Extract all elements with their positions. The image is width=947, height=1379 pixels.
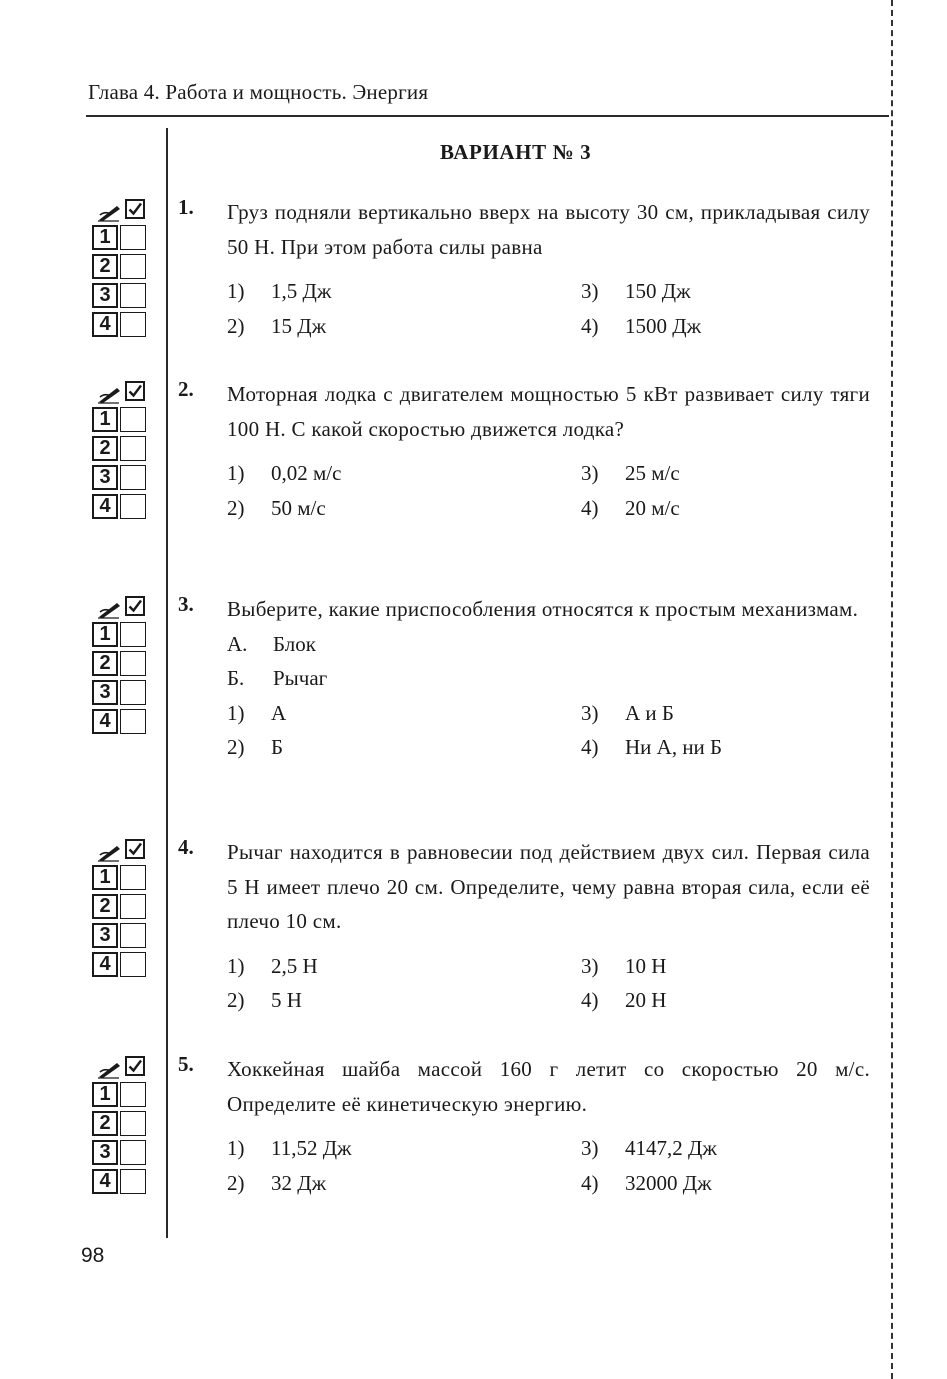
pencil-icon: [97, 842, 121, 862]
answer-box[interactable]: [120, 254, 146, 279]
option-label: 1): [227, 953, 245, 978]
question-1: [178, 195, 870, 343]
answer-options: [227, 696, 870, 765]
answer-box[interactable]: [120, 680, 146, 705]
option-text: 20 м/с: [625, 495, 680, 520]
answer-row: [92, 494, 154, 523]
answer-number: 4: [92, 952, 118, 977]
answer-box[interactable]: [120, 1082, 146, 1107]
answer-option: [227, 983, 581, 1018]
option-label: 4): [581, 735, 599, 759]
answer-option: [227, 696, 581, 731]
option-label: 1): [227, 279, 245, 303]
option-label: 3): [581, 953, 599, 978]
pencil-icon: [97, 1059, 121, 1079]
option-label: 4): [581, 495, 599, 520]
question-text: Груз подняли вертикально вверх на высоту 30 см, прикладывая силу 50 Н. При этом работа силы равна: [227, 200, 870, 259]
pencil-icon: [97, 202, 121, 222]
answer-row: [92, 894, 154, 923]
statement-item: [227, 661, 870, 696]
answer-number: 4: [92, 1169, 118, 1194]
answer-row: [92, 254, 154, 283]
answer-row: [92, 1082, 154, 1111]
answer-box[interactable]: [120, 1140, 146, 1165]
answer-option: [581, 274, 870, 309]
question-5: [178, 1052, 870, 1200]
answer-option: [227, 949, 581, 984]
answer-block: [92, 594, 154, 738]
option-label: 3): [581, 700, 599, 725]
answer-row: [92, 436, 154, 465]
question-items: [227, 627, 870, 696]
answer-row: [92, 923, 154, 952]
question-text: Моторная лодка с двигателем мощностью 5 кВт развивает силу тяги 100 Н. С какой скоростью движется лодка?: [227, 382, 870, 441]
option-label: 3): [581, 1136, 599, 1160]
answer-box[interactable]: [120, 1111, 146, 1136]
answer-number: 2: [92, 436, 118, 461]
answer-block-header: [92, 379, 154, 407]
answer-row: [92, 465, 154, 494]
pencil-icon: [97, 384, 121, 404]
answer-row: [92, 680, 154, 709]
header-rule: [86, 115, 889, 117]
option-label: 2): [227, 988, 245, 1012]
question-3: [178, 592, 870, 765]
option-text: 25 м/с: [625, 461, 680, 485]
answer-option: [227, 730, 581, 765]
option-label: 4): [581, 1170, 599, 1195]
answer-number: 1: [92, 407, 118, 432]
answer-number: 4: [92, 494, 118, 519]
option-text: 0,02 м/с: [271, 461, 342, 485]
answer-row: [92, 225, 154, 254]
option-text: 11,52 Дж: [271, 1136, 352, 1160]
checkbox-checked-icon: [125, 199, 145, 219]
answer-options: [227, 949, 870, 1018]
answer-number: 3: [92, 1140, 118, 1165]
answer-number: 1: [92, 1082, 118, 1107]
option-text: 4147,2 Дж: [625, 1136, 717, 1160]
option-label: 2): [227, 313, 245, 338]
answer-box[interactable]: [120, 1169, 146, 1194]
option-text: 32 Дж: [271, 1170, 327, 1195]
answer-option: [581, 456, 870, 491]
answer-options: [227, 274, 870, 343]
answer-number: 2: [92, 1111, 118, 1136]
answer-row: [92, 407, 154, 436]
answer-option: [227, 456, 581, 491]
answer-row: [92, 283, 154, 312]
answer-block-header: [92, 197, 154, 225]
cut-line: [891, 0, 893, 1379]
answer-option: [581, 949, 870, 984]
option-label: 4): [581, 313, 599, 338]
answer-number: 3: [92, 283, 118, 308]
option-text: 1,5 Дж: [271, 279, 332, 303]
margin-rule: [166, 128, 168, 1238]
answer-box[interactable]: [120, 283, 146, 308]
answer-number: 1: [92, 622, 118, 647]
answer-row: [92, 312, 154, 341]
checkbox-checked-icon: [125, 596, 145, 616]
answer-options: [227, 1131, 870, 1200]
question-4: [178, 835, 870, 1018]
answer-box[interactable]: [120, 312, 146, 337]
option-text: 20 Н: [625, 988, 667, 1012]
answer-option: [581, 983, 870, 1018]
answer-block: [92, 197, 154, 341]
statement-text: Рычаг: [273, 666, 328, 690]
answer-option: [227, 1131, 581, 1166]
checkbox-checked-icon: [125, 381, 145, 401]
option-text: Б: [271, 735, 284, 759]
answer-number: 4: [92, 312, 118, 337]
answer-option: [581, 1131, 870, 1166]
answer-option: [581, 491, 870, 526]
answer-block: [92, 1054, 154, 1198]
statement-label: А.: [227, 631, 248, 656]
option-label: 3): [581, 279, 599, 303]
question-text: Выберите, какие приспособления относятся к простым механизмам.: [227, 597, 859, 621]
option-text: 2,5 Н: [271, 953, 318, 978]
answer-box[interactable]: [120, 709, 146, 734]
option-label: 2): [227, 495, 245, 520]
checkbox-checked-icon: [125, 839, 145, 859]
question-number: 1.: [178, 195, 194, 219]
option-text: А и Б: [625, 700, 674, 725]
answer-row: [92, 865, 154, 894]
answer-number: 4: [92, 709, 118, 734]
answer-box[interactable]: [120, 952, 146, 977]
answer-option: [581, 730, 870, 765]
statement-item: [227, 627, 870, 662]
answer-number: 1: [92, 225, 118, 250]
answer-row: [92, 709, 154, 738]
answer-block: [92, 837, 154, 981]
answer-block: [92, 379, 154, 523]
option-text: А: [271, 700, 287, 725]
question-number: 4.: [178, 835, 194, 859]
answer-option: [227, 274, 581, 309]
option-text: 15 Дж: [271, 313, 327, 338]
option-label: 1): [227, 461, 245, 485]
answer-option: [227, 309, 581, 344]
answer-block-header: [92, 594, 154, 622]
option-text: 1500 Дж: [625, 313, 702, 338]
answer-row: [92, 1169, 154, 1198]
answer-row: [92, 952, 154, 981]
answer-box[interactable]: [120, 407, 146, 432]
option-label: 2): [227, 735, 245, 759]
answer-number: 3: [92, 680, 118, 705]
answer-number: 2: [92, 894, 118, 919]
answer-option: [581, 1166, 870, 1201]
answer-option: [227, 1166, 581, 1201]
option-label: 1): [227, 1136, 245, 1160]
answer-box[interactable]: [120, 923, 146, 948]
question-text: Хоккейная шайба массой 160 г летит со скоростью 20 м/с. Определите её кинетическую энергию.: [227, 1057, 870, 1116]
question-2: [178, 377, 870, 525]
answer-number: 1: [92, 865, 118, 890]
option-label: 4): [581, 988, 599, 1012]
page-number: 98: [81, 1244, 105, 1267]
option-label: 3): [581, 461, 599, 485]
answer-row: [92, 1140, 154, 1169]
answer-row: [92, 1111, 154, 1140]
answer-number: 3: [92, 923, 118, 948]
option-text: 150 Дж: [625, 279, 691, 303]
answer-box[interactable]: [120, 865, 146, 890]
question-number: 2.: [178, 377, 194, 401]
statement-label: Б.: [227, 666, 245, 690]
checkbox-checked-icon: [125, 1056, 145, 1076]
answer-row: [92, 622, 154, 651]
answer-number: 3: [92, 465, 118, 490]
answer-option: [227, 491, 581, 526]
question-text: Рычаг находится в равновесии под действием двух сил. Первая сила 5 Н имеет плечо 20 см. Определите, чему равна вторая сила, если её плечо 10 см.: [227, 840, 870, 933]
option-text: 32000 Дж: [625, 1170, 712, 1195]
answer-number: 2: [92, 651, 118, 676]
answer-option: [581, 696, 870, 731]
option-text: 50 м/с: [271, 495, 326, 520]
answer-block-header: [92, 1054, 154, 1082]
answer-box[interactable]: [120, 622, 146, 647]
answer-option: [581, 309, 870, 344]
pencil-icon: [97, 599, 121, 619]
answer-box[interactable]: [120, 894, 146, 919]
statement-text: Блок: [273, 631, 316, 656]
answer-number: 2: [92, 254, 118, 279]
option-text: 5 Н: [271, 988, 302, 1012]
answer-box[interactable]: [120, 494, 146, 519]
question-number: 3.: [178, 592, 194, 616]
option-text: 10 Н: [625, 953, 667, 978]
question-number: 5.: [178, 1052, 194, 1076]
answer-box[interactable]: [120, 651, 146, 676]
answer-options: [227, 456, 870, 525]
option-label: 2): [227, 1170, 245, 1195]
answer-block-header: [92, 837, 154, 865]
option-text: Ни А, ни Б: [625, 735, 723, 759]
answer-box[interactable]: [120, 225, 146, 250]
variant-title: ВАРИАНТ № 3: [440, 140, 592, 164]
option-label: 1): [227, 700, 245, 725]
answer-box[interactable]: [120, 465, 146, 490]
answer-box[interactable]: [120, 436, 146, 461]
chapter-header: Глава 4. Работа и мощность. Энергия: [88, 80, 429, 104]
answer-row: [92, 651, 154, 680]
